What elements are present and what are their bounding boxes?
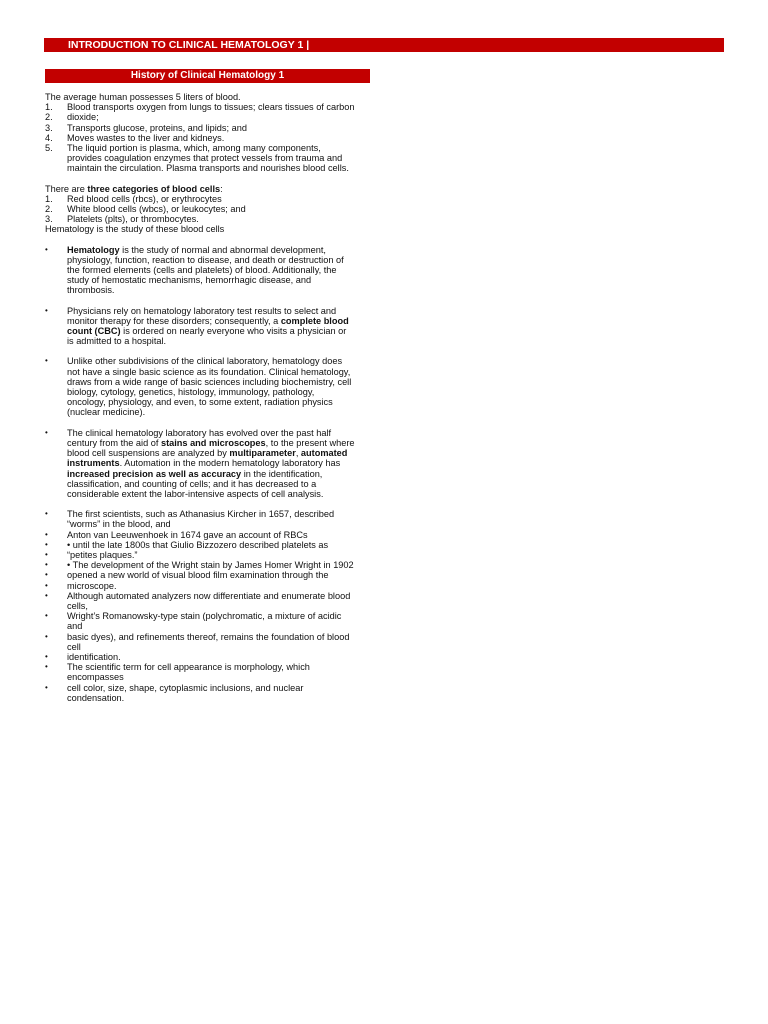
list-item: • microscope. — [45, 580, 117, 591]
bullet-physicians: • Physicians rely on hematology laboratory test results to select and monitor therapy for these disorders; consequently, a complete blood count (CBC) is ordered on nearly everyone who visits a physician or is admitted to a hospital. — [45, 305, 349, 347]
bullet-icon: • — [45, 560, 48, 570]
list-item: 1. Red blood cells (rbcs), or erythrocytes — [45, 193, 222, 204]
history-list — [45, 509, 355, 703]
bullet-icon: • — [45, 529, 48, 539]
list-item: • cell color, size, shape, cytoplasmic inclusions, and nuclear condensation. — [45, 682, 304, 703]
bullet-icon: • — [45, 509, 48, 519]
bullet-icon: • — [45, 682, 48, 692]
list-item: • • until the late 1800s that Giulio Bizzozero described platelets as — [45, 539, 329, 550]
bullet-icon: • — [45, 244, 48, 254]
document-header: INTRODUCTION TO CLINICAL HEMATOLOGY 1 | — [44, 38, 724, 52]
categories-lead: There are three categories of blood cells: — [45, 183, 223, 194]
section-title: History of Clinical Hematology 1 — [45, 69, 370, 83]
list-item: • The first scientists, such as Athanasius Kircher in 1657, described “worms” in the blood, and — [45, 509, 335, 530]
list-item: • • The development of the Wright stain by James Homer Wright in 1902 — [45, 560, 354, 571]
list-item: 3. Platelets (plts), or thrombocytes. — [45, 214, 199, 225]
list-item: 1. Blood transports oxygen from lungs to tissues; clears tissues of carbon — [45, 102, 355, 113]
bullet-icon: • — [45, 580, 48, 590]
document-body — [45, 92, 355, 703]
bullet-laboratory: • The clinical hematology laboratory has evolved over the past half century from the aid of stains and microscopes, to the present where blood cell suspensions are analyzed by multiparameter, automated instruments. Automation in the modern hematology laboratory has increased precision as well as accuracy in the identification, classification, and counting of cells; and it has decreased to a considerable extent the labor-intensive aspects of cell analysis. — [45, 427, 355, 499]
bullet-icon: • — [45, 427, 48, 437]
list-item: • The scientific term for cell appearance is morphology, which encompasses — [45, 662, 310, 683]
list-item: • basic dyes), and refinements thereof, remains the foundation of blood cell — [45, 631, 350, 652]
list-item: 2. White blood cells (wbcs), or leukocytes; and — [45, 204, 246, 215]
list-item: • Although automated analyzers now differentiate and enumerate blood cells, — [45, 590, 351, 611]
bullet-icon: • — [45, 631, 48, 641]
bullet-icon: • — [45, 662, 48, 672]
bullet-subdivisions: • Unlike other subdivisions of the clinical laboratory, hematology does not have a single basic science as its foundation. Clinical hematology, draws from a wide range of basic sciences including biochemistry, cell biology, cytology, genetics, histology, immunology, pathology, oncology, physiology, and even, to some extent, radiation physics (nuclear medicine). — [45, 356, 352, 418]
intro-list — [45, 102, 355, 173]
bullet-icon: • — [45, 539, 48, 549]
intro-lead: The average human possesses 5 liters of blood. — [45, 92, 241, 102]
bullet-icon: • — [45, 611, 48, 621]
bullet-icon: • — [45, 590, 48, 600]
list-item: • opened a new world of visual blood film examination through the — [45, 570, 329, 581]
bullet-icon: • — [45, 356, 48, 366]
list-item: 4. Moves wastes to the liver and kidneys. — [45, 132, 225, 143]
list-item: • “petites plaques.” — [45, 549, 138, 560]
bullet-icon: • — [45, 549, 48, 559]
bullet-icon: • — [45, 651, 48, 661]
bullet-hematology: • Hematology is the study of normal and abnormal development, physiology, function, reaction to disease, and death or destruction of the formed elements (cells and platelets) of blood. Additionally, the study of hemostatic mechanisms, hemorrhagic disease, and thrombosis. — [45, 244, 344, 296]
list-item: 3. Transports glucose, proteins, and lipids; and — [45, 122, 247, 133]
list-item: • identification. — [45, 651, 121, 662]
list-item: • Wright’s Romanowsky-type stain (polychromatic, a mixture of acidic and — [45, 611, 342, 632]
categories-list — [45, 194, 355, 225]
list-item: 5. The liquid portion is plasma, which, among many components, provides coagulation enzymes that protect vessels from trauma and maintain the circulation. Plasma transports and nourishes blood cells. — [45, 143, 349, 174]
bullet-icon: • — [45, 305, 48, 315]
bullet-icon: • — [45, 570, 48, 580]
categories-tail: Hematology is the study of these blood cells — [45, 224, 225, 235]
list-item: • Anton van Leeuwenhoek in 1674 gave an account of RBCs — [45, 529, 308, 540]
list-item: 2. dioxide; — [45, 112, 99, 123]
